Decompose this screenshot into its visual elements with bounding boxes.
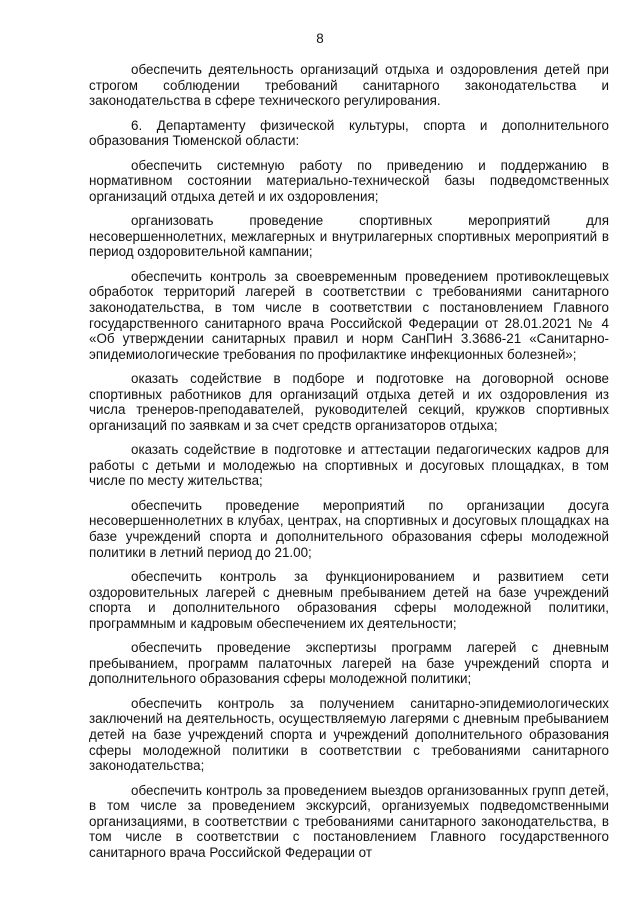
paragraph-2: 6. Департаменту физической культуры, спорта и дополнительного образования Тюменской области: [89, 117, 609, 149]
paragraph-5: обеспечить контроль за своевременным проведением противоклещевых обработок территорий лагерей в соответствии с требованиями санитарного законодательства, в том числе в соответствии с постановлением Главного государственного санитарного врача Российской Федерации от 28.01.2021 № 4 «Об утверждении санитарных правил и норм СанПиН 3.3686-21 «Санитарно-эпидемиологические требования по профилактике инфекционных болезней»; [89, 268, 609, 362]
paragraph-6: оказать содействие в подборе и подготовке на договорной основе спортивных работников для организаций отдыха детей и их оздоровления из числа тренеров-преподавателей, руководителей секций, кружков спортивных организаций по заявкам и за счет средств организаторов отдыха; [89, 371, 609, 433]
paragraph-4: организовать проведение спортивных мероприятий для несовершеннолетних, межлагерных и внутрилагерных спортивных мероприятий в период оздоровительной кампании; [89, 213, 609, 260]
paragraph-11: обеспечить контроль за получением санитарно-эпидемиологических заключений на деятельность, осуществляемую лагерями с дневным пребыванием детей на базе учреждений спорта и учреждений дополнительного образования сферы молодежной политики в соответствии с требованиями санитарного законодательства; [89, 695, 609, 774]
paragraph-9: обеспечить контроль за функционированием и развитием сети оздоровительных лагерей с дневным пребыванием детей на базе учреждений спорта и дополнительного образования сферы молодежной политики, программным и кадровым обеспечением их деятельности; [89, 569, 609, 631]
page-number: 8 [316, 31, 324, 46]
paragraph-12: обеспечить контроль за проведением выездов организованных групп детей, в том числе за проведением экскурсий, организуемых подведомственными организациями, в соответствии с требованиями санитарного законодательства, в том числе в соответствии с постановлением Главного государственного санитарного врача Российской Федерации от [89, 782, 609, 860]
document-body [89, 62, 609, 869]
paragraph-8: обеспечить проведение мероприятий по организации досуга несовершеннолетних в клубах, центрах, на спортивных и досуговых площадках на базе учреждений спорта и дополнительного образования сферы молодежной политики в летний период до 21.00; [89, 497, 609, 560]
paragraph-1: обеспечить деятельность организаций отдыха и оздоровления детей при строгом соблюдении требований санитарного законодательства и законодательства в сфере технического регулирования. [89, 62, 609, 109]
paragraph-10: обеспечить проведение экспертизы программ лагерей с дневным пребыванием, программ палаточных лагерей на базе учреждений спорта и дополнительного образования сферы молодежной политики; [89, 640, 609, 687]
paragraph-3: обеспечить системную работу по приведению и поддержанию в нормативном состоянии материально-технической базы подведомственных организаций отдыха детей и их оздоровления; [89, 157, 609, 204]
paragraph-7: оказать содействие в подготовке и аттестации педагогических кадров для работы с детьми и молодежью на спортивных и досуговых площадках, в том числе по месту жительства; [89, 442, 609, 489]
